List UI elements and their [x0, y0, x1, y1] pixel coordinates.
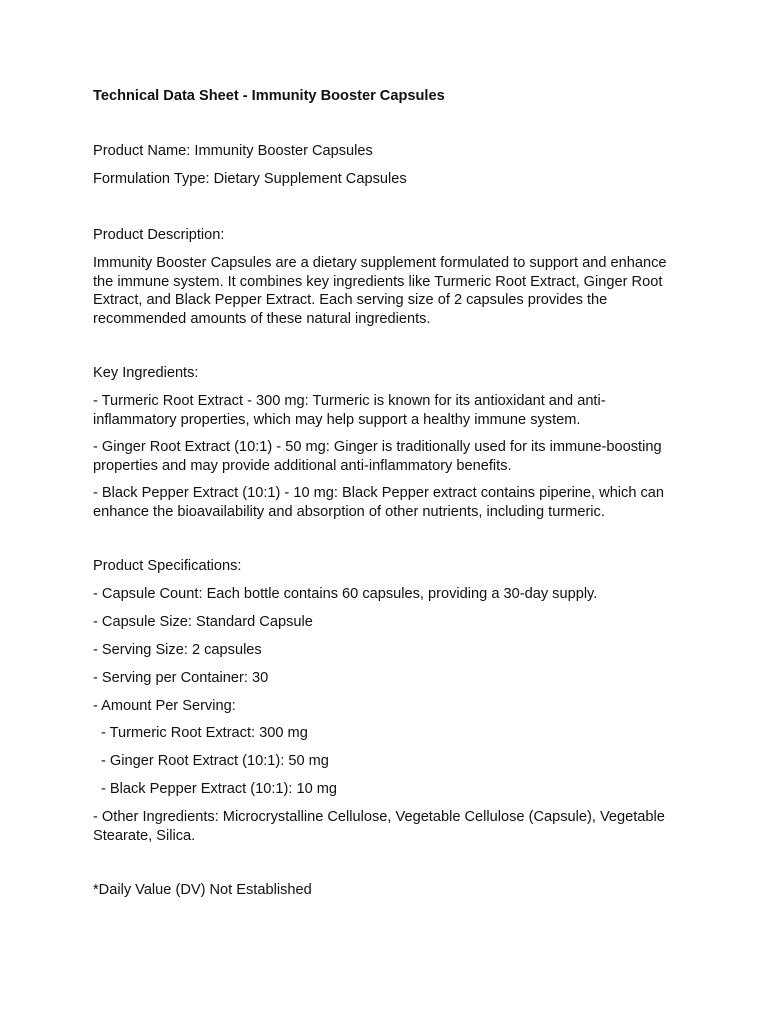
document-title: Technical Data Sheet - Immunity Booster Capsules: [93, 88, 445, 104]
specs-heading: Product Specifications:: [93, 558, 242, 574]
amount-item: - Ginger Root Extract (10:1): 50 mg: [101, 753, 329, 769]
key-ingredients-heading: Key Ingredients:: [93, 365, 199, 381]
spec-item: - Capsule Size: Standard Capsule: [93, 614, 313, 630]
amount-item: - Turmeric Root Extract: 300 mg: [101, 725, 308, 741]
key-ingredient-item: - Turmeric Root Extract - 300 mg: Turmeric is known for its antioxidant and anti-inflammatory properties, which may help support a healthy immune system.: [93, 393, 606, 428]
formulation-type: Formulation Type: Dietary Supplement Capsules: [93, 171, 407, 187]
spec-item: - Amount Per Serving:: [93, 698, 236, 714]
amount-item: - Black Pepper Extract (10:1): 10 mg: [101, 781, 338, 797]
description-body: Immunity Booster Capsules are a dietary supplement formulated to support and enhance the immune system. It combines key ingredients like Turmeric Root Extract, Ginger Root Extract, and Black Pepper Extract. Each serving size of 2 capsules provides the recommended amounts of these natural ingredients.: [93, 255, 667, 327]
spec-item: - Serving Size: 2 capsules: [93, 642, 262, 658]
footnote: *Daily Value (DV) Not Established: [93, 882, 312, 898]
spec-item: - Serving per Container: 30: [93, 670, 269, 686]
key-ingredient-item: - Black Pepper Extract (10:1) - 10 mg: Black Pepper extract contains piperine, which can enhance the bioavailability and absorption of other nutrients, including turmeric.: [93, 485, 665, 520]
description-heading: Product Description:: [93, 227, 225, 243]
key-ingredient-item: - Ginger Root Extract (10:1) - 50 mg: Ginger is traditionally used for its immune-boosting properties and may provide additional anti-inflammatory benefits.: [93, 439, 662, 474]
spec-item: - Capsule Count: Each bottle contains 60 capsules, providing a 30-day supply.: [93, 586, 598, 602]
product-name: Product Name: Immunity Booster Capsules: [93, 143, 373, 159]
other-ingredients: - Other Ingredients: Microcrystalline Cellulose, Vegetable Cellulose (Capsule), Vegetable Stearate, Silica.: [93, 809, 665, 844]
